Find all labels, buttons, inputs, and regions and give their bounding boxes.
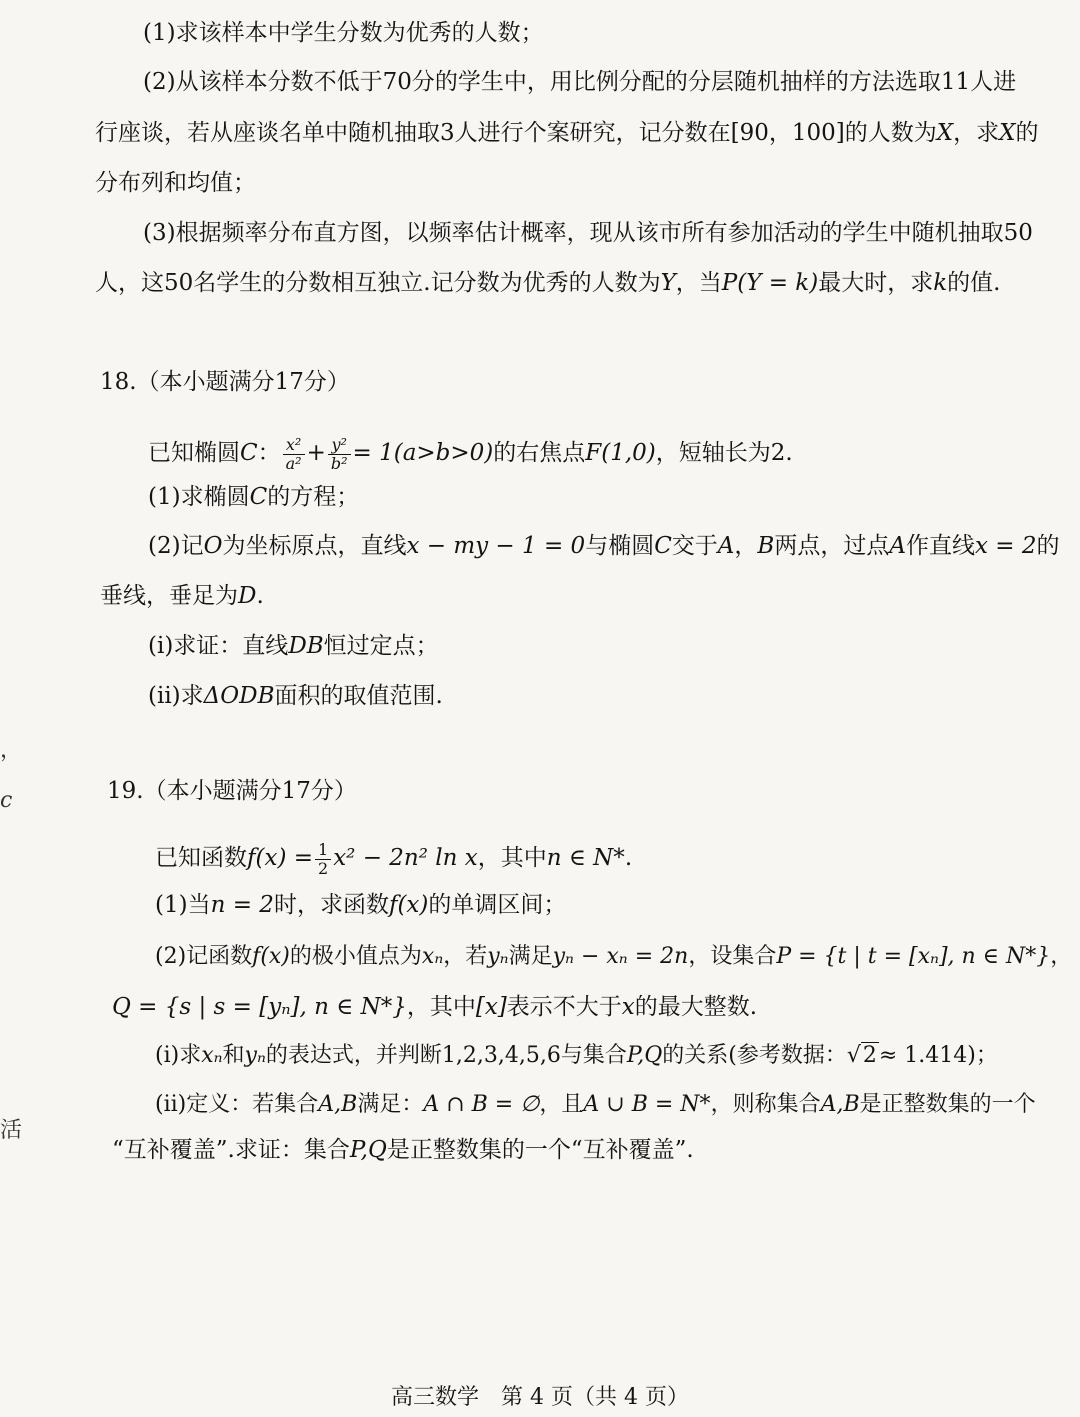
q17-part3-line1: (3)根据频率分布直方图，以频率估计概率，现从该市所有参加活动的学生中随机抽取50 [143,220,1033,246]
fraction-one-half: $\frac{1}{2}$ [315,841,331,878]
sqrt-symbol: √ [846,1043,861,1068]
fraction-y2-b2: $\frac{\text{y²}}{\text{b²}}$ [328,436,351,473]
margin-letter-c: c [0,788,13,813]
q17-part3-line2: 人，这50名学生的分数相互独立.记分数为优秀的人数为Y，当P(Y = k)最大时，求k的值. [95,270,1001,296]
q19-header: 19.（本小题满分17分） [107,778,357,804]
q19-part2-line1: (2)记函数f(x)的极小值点为xₙ，若yₙ满足yₙ − xₙ = 2n，设集合P = {t | t = [xₙ], n ∈ N*}， [155,944,1073,969]
q19-sub-ii-line1: (ⅱ)定义：若集合A,B满足：A ∩ B = ∅，且A ∪ B = N*，则称集合A,B是正整数集的一个 [155,1092,1036,1117]
fraction-x2-a2: $\frac{\text{x²}}{\text{a²}}$ [283,436,305,473]
q17-part1: (1)求该样本中学生分数为优秀的人数； [143,20,544,46]
q19-sub-ii-line2: “互补覆盖”.求证：集合P,Q是正整数集的一个“互补覆盖”. [112,1137,694,1163]
margin-comma: ， [0,738,23,763]
q18-sub-i: (ⅰ)求证：直线DB恒过定点； [148,633,439,659]
q18-part2-line1: (2)记O为坐标原点，直线x − my − 1 = 0与椭圆C交于A，B两点，过点A作直线x = 2的 [148,533,1060,559]
q17-var-x: X [999,120,1016,146]
q18-part1: (1)求椭圆C的方程； [148,484,360,510]
q18-header: 18.（本小题满分17分） [100,369,350,395]
q17-part2-line2: 行座谈，若从座谈名单中随机抽取3人进行个案研究，记分数在[90，100]的人数为X，求X的 [95,120,1039,146]
q19-intro: 已知函数f(x) = $\frac{1}{2}$ x² − 2n² ln x，其中n ∈ N*. [155,839,633,878]
q18-intro: 已知椭圆C： $\frac{\text{x²}}{\text{a²}}$ + $\frac{\text{y²}}{\text{b²}}$ = 1(a>b>0)的右焦点F(1,0)，短轴长为2. [148,434,793,473]
page-footer: 高三数学 第 4 页（共 4 页） [391,1385,689,1410]
q19-part1: (1)当n = 2时，求函数f(x)的单调区间； [155,892,567,918]
q19-sub-i: (ⅰ)求xₙ和yₙ的表达式，并判断1,2,3,4,5,6与集合P,Q的关系(参考数据：√2≈ 1.414)； [155,1043,998,1068]
q19-part2-line2: Q = {s | s = [yₙ], n ∈ N*}，其中[x]表示不大于x的最大整数. [112,994,758,1020]
margin-char-huo: 活 [0,1118,23,1143]
q18-sub-ii: (ⅱ)求ΔODB面积的取值范围. [148,683,443,709]
q18-part2-line2: 垂线，垂足为D. [100,583,264,609]
q17-part2-line1: (2)从该样本分数不低于70分的学生中，用比例分配的分层随机抽样的方法选取11人进 [143,69,1017,95]
q17-part2-line3: 分布列和均值； [95,170,256,196]
